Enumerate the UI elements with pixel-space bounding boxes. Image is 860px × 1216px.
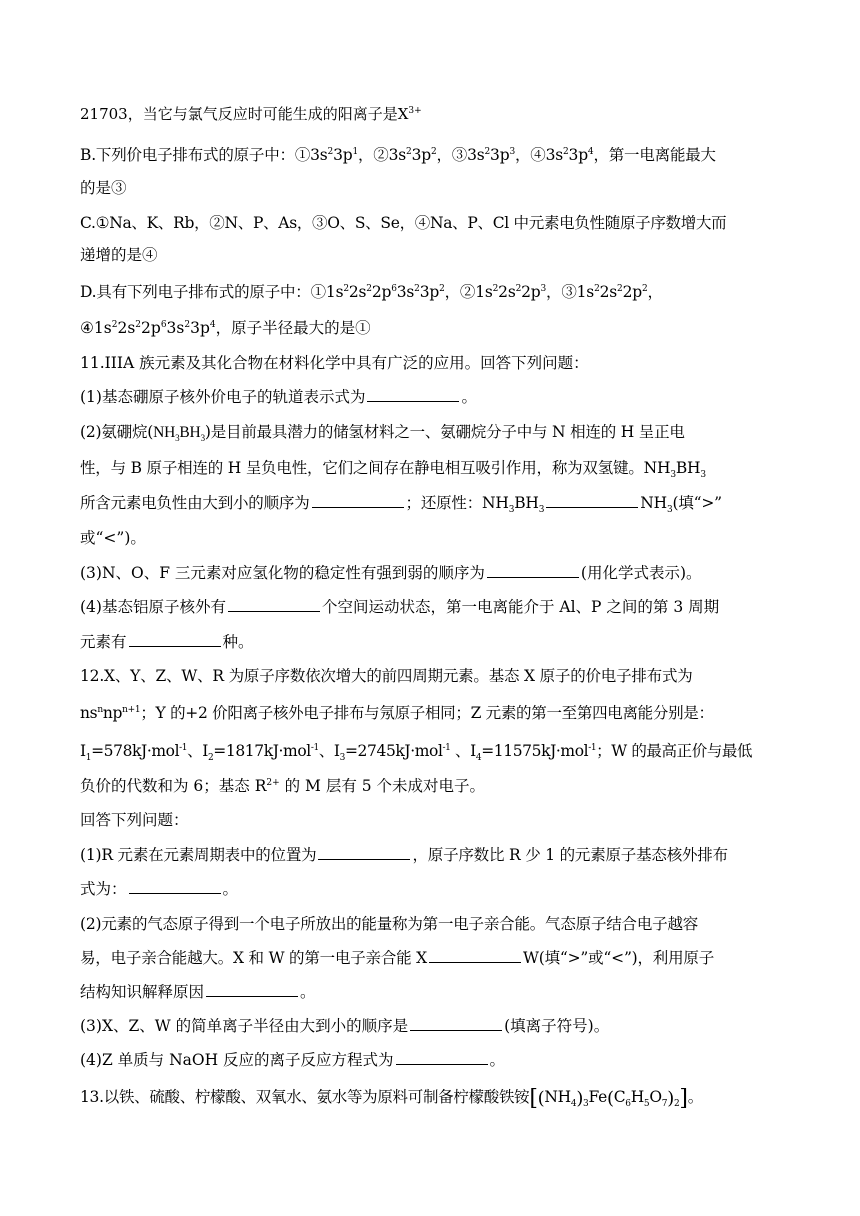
q12-part2-line1: (2)元素的气态原子得到一个电子所放出的能量称为第一电子亲合能。气态原子结合电子越容 [80, 915, 699, 933]
text-line-0: 21703，当它与氯气反应时可能生成的阳离子是$X^{3+}$ [80, 105, 422, 123]
answer-blank[interactable] [228, 597, 320, 612]
answer-blank[interactable] [312, 493, 404, 508]
q11-part4-line1: (4)基态铝原子核外有 个空间运动状态，第一电离能介于 Al、P 之间的第 3 周期 [80, 598, 720, 616]
q12-prompt: 回答下列问题： [80, 811, 189, 829]
q11-stem: 11.IIIA 族元素及其化合物在材料化学中具有广泛的应用。回答下列问题： [80, 354, 589, 372]
q12-part1-line1: (1)R 元素在元素周期表中的位置为 ，原子序数比 R 少 1 的元素原子基态核外排布 [80, 846, 728, 864]
q11-part2-line2: 性，与 B 原子相连的 H 呈负电性，它们之间存在静电相互吸引作用，称为双氢键。$NH_3BH_3$ [80, 459, 706, 481]
option-c-line-1: C.①Na、K、Rb，②N、P、As，③O、S、Se，④Na、P、Cl 中元素电负性随原子序数增大而 [80, 214, 727, 232]
answer-blank[interactable] [410, 1016, 502, 1031]
q11-part2-line1: (2)氨硼烷$(NH_3BH_3)$是目前最具潜力的储氢材料之一、氨硼烷分子中与 N 相连的 H 呈正电 [80, 423, 685, 444]
option-d-line-1: D.具有下列电子排布式的原子中：$①1s^22s^22p^63s^23p^2$，$②1s^22s^22p^3$，$③1s^22s^22p^2$， [80, 283, 663, 301]
q11-part2-line3: 所含元素电负性由大到小的顺序为 ；还原性：$NH_3BH_3$ $NH_3$(填“>” [80, 494, 722, 516]
q12-part1-line2: 式为： 。 [80, 880, 239, 898]
q12-part2-line2: 易，电子亲合能越大。X 和 W 的第一电子亲合能 X W(填“>”或“<”)，利用原子 [80, 949, 715, 967]
q12-part4: (4)Z 单质与 NaOH 反应的离子反应方程式为 。 [80, 1051, 506, 1069]
answer-blank[interactable] [129, 632, 221, 647]
q12-part3: (3)X、Z、W 的简单离子半径由大到小的顺序是 (填离子符号)。 [80, 1017, 610, 1035]
answer-blank[interactable] [429, 948, 521, 963]
option-d-line-2: $④1s^22s^22p^63s^23p^4$，原子半径最大的是① [80, 319, 371, 337]
answer-blank[interactable] [396, 1050, 488, 1065]
answer-blank[interactable] [546, 493, 638, 508]
option-c-line-2: 递增的是④ [80, 246, 158, 264]
answer-blank[interactable] [129, 879, 221, 894]
answer-blank[interactable] [367, 387, 459, 402]
q11-part2-line4: 或“<”)。 [80, 529, 146, 547]
q12-part2-line3: 结构知识解释原因 。 [80, 983, 316, 1001]
q12-stem-line4: 负价的代数和为 6；基态 $R^{2+}$ 的 M 层有 5 个未成对电子。 [80, 777, 486, 795]
q12-stem-line2: $ns^nnp^{n+1}$；Y 的+2 价阳离子核外电子排布与氖原子相同；Z 元素的第一至第四电离能分别是： [80, 704, 714, 722]
option-b-line-2: 的是③ [80, 179, 127, 197]
answer-blank[interactable] [206, 982, 298, 997]
option-b-line-1: B.下列价电子排布式的原子中：$①3s^23p^1$，$②3s^23p^2$，$③3s^23p^3$，$④3s^23p^4$，第一电离能最大 [80, 146, 716, 164]
q12-stem-line1: 12.X、Y、Z、W、R 为原子序数依次增大的前四周期元素。基态 X 原子的价电子排布式为 [80, 667, 693, 685]
q13-stem: 13.以铁、硫酸、柠檬酸、双氧水、氨水等为原料可制备柠檬酸铁铵$[(NH_4)_3Fe(C_6H_5O_7)_2]$。 [80, 1086, 703, 1111]
answer-blank[interactable] [318, 845, 410, 860]
q11-part1: (1)基态硼原子核外价电子的轨道表示式为 。 [80, 388, 477, 406]
answer-blank[interactable] [487, 563, 579, 578]
q11-part4-line2: 元素有 种。 [80, 633, 254, 651]
q12-stem-line3: $I_1=578kJ\cdot mol^{-1}$、$I_2=1817kJ\cdot mol^{-1}$、$I_3=2745kJ\cdot mol^{-1}$ 、$I_4=11575kJ\cdot mol^{-1}$；W 的最高正价与最低 [80, 742, 753, 764]
q11-part3: (3)N、O、F 三元素对应氢化物的稳定性有强到弱的顺序为 (用化学式表示)。 [80, 564, 702, 582]
